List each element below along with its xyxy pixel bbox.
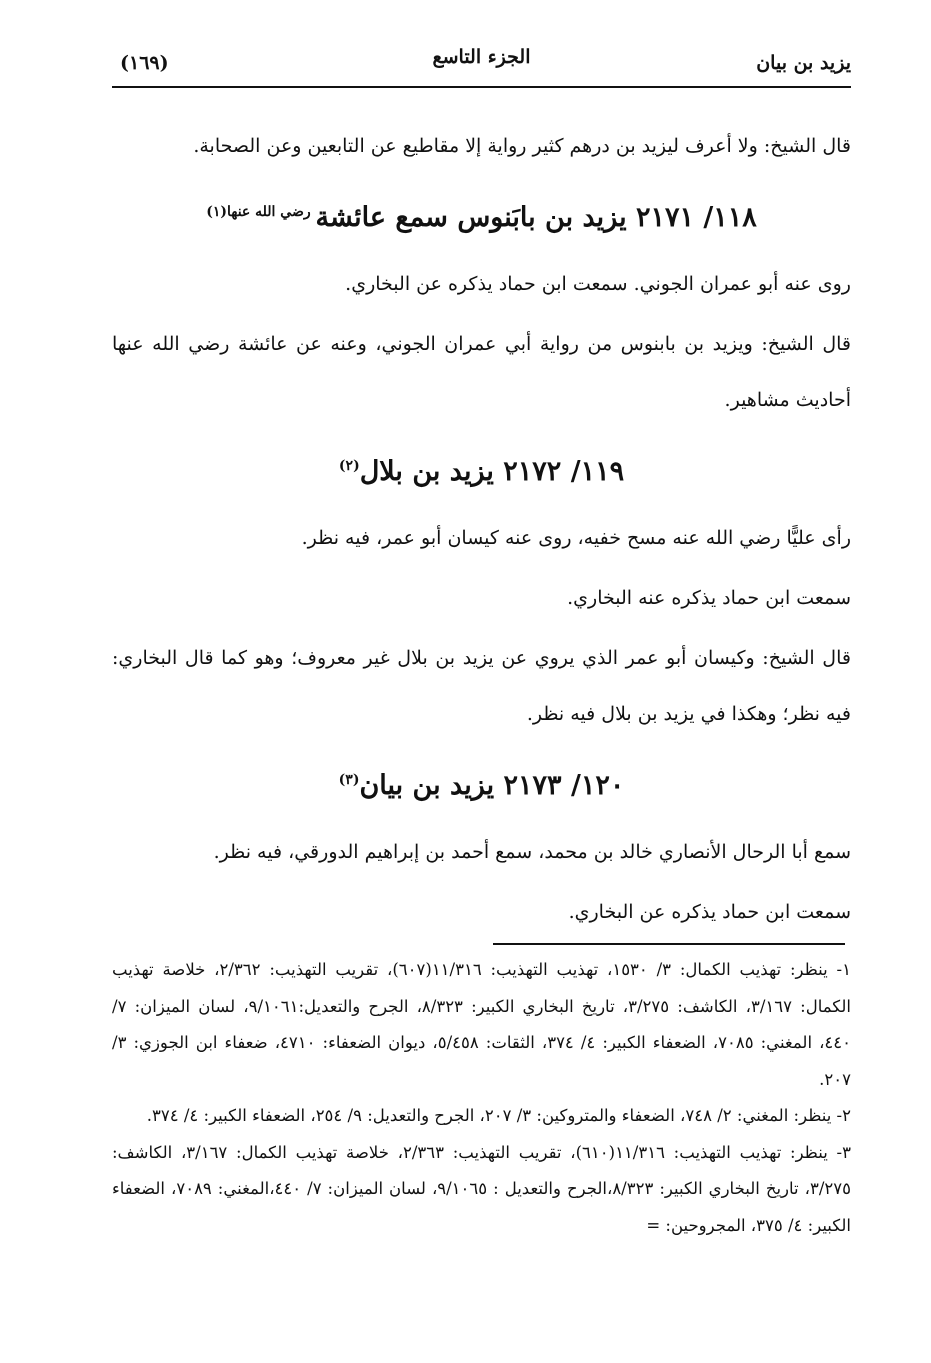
- running-header: [112, 40, 851, 88]
- body-paragraph: سمعت ابن حماد يذكره عنه البخاري.: [567, 587, 851, 609]
- entry-heading: [112, 752, 851, 814]
- footnotes: [112, 952, 851, 1244]
- footnote-number: ٢-: [836, 1106, 851, 1125]
- body-paragraph: رأى عليًّا رضي الله عنه مسح خفيه، روى عنه كيسان أبو عمر، فيه نظر.: [301, 527, 851, 549]
- entry-heading-text: ١٢٠/ ٢١٧٣ يزيد بن بيان: [359, 770, 625, 801]
- footnote-marker: (١): [206, 204, 227, 220]
- entry-heading: [112, 184, 851, 246]
- footnote-text: ينظر: تهذيب الكمال: ٣/ ١٥٣٠، تهذيب التهذيب: ١١/٣١٦(٦٠٧)، تقريب التهذيب: ٢/٣٦٢، خلاصة تهذيب الكمال: ٣/١٦٧، الكاشف: ٣/٢٧٥، تاريخ البخاري الكبير: ٨/٣٢٣، الجرح والتعديل:٩/١٠٦١، لسان الميزان: ٧/ ٤٤٠، المغني: ٧٠٨٥، الضعفاء الكبير: ٤/ ٣٧٤، الثقات: ٥/٤٥٨، ديوان الضعفاء: ٤٧١٠، ضعفاء ابن الجوزي: ٣/ ٢٠٧.: [112, 960, 851, 1089]
- body-paragraph: سمع أبا الرحال الأنصاري خالد بن محمد، سمع أحمد بن إبراهيم الدورقي، فيه نظر.: [213, 841, 851, 863]
- footnote: [112, 1135, 851, 1245]
- footnote-divider: [493, 943, 845, 945]
- footnote-number: ١-: [836, 960, 851, 979]
- honorific: رضي الله عنها: [226, 204, 316, 220]
- header-entry-title: يزيد بن بيان: [756, 52, 851, 74]
- footnote: [112, 952, 851, 1098]
- entry-heading-text: ١١٩/ ٢١٧٢ يزيد بن بلال: [359, 456, 625, 487]
- page-number: (١٦٩): [120, 52, 169, 74]
- footnote-marker: (٢): [338, 458, 360, 474]
- body-paragraph: سمعت ابن حماد يذكره عن البخاري.: [568, 901, 851, 923]
- footnote-number: ٣-: [836, 1142, 851, 1162]
- main-text: [112, 118, 851, 940]
- body-paragraph: قال الشيخ: ويزيد بن بابنوس من رواية أبي عمران الجوني، وعنه عن عائشة رضي الله عنها أحاديث مشاهير.: [112, 333, 851, 411]
- entry-heading: [112, 438, 851, 500]
- body-paragraph: قال الشيخ: وكيسان أبو عمر الذي يروي عن يزيد بن بلال غير معروف؛ وهو كما قال البخاري: فيه نظر؛ وهكذا في يزيد بن بلال فيه نظر.: [112, 647, 851, 725]
- body-paragraph: روى عنه أبو عمران الجوني. سمعت ابن حماد يذكره عن البخاري.: [345, 273, 851, 295]
- header-volume: الجزء التاسع: [432, 46, 531, 68]
- footnote-text: ينظر: المغني: ٢/ ٧٤٨، الضعفاء والمتروكين: ٣/ ٢٠٧، الجرح والتعديل: ٩/ ٢٥٤، الضعفاء الكبير: ٤/ ٣٧٤.: [146, 1106, 837, 1125]
- body-paragraph: قال الشيخ: ولا أعرف ليزيد بن درهم كثير رواية إلا مقاطيع عن التابعين وعن الصحابة.: [193, 135, 851, 157]
- footnote-text: ينظر: تهذيب التهذيب: ١١/٣١٦(٦١٠)، تقريب التهذيب: ٢/٣٦٣، خلاصة تهذيب الكمال: ٣/١٦٧، الكاشف: ٣/٢٧٥، تاريخ البخاري الكبير: ٨/٣٢٣،الجرح والتعديل : ٩/١٠٦٥، لسان الميزان: ٧/ ٤٤٠،المغني: ٧٠٨٩، الضعفاء الكبير: ٤/ ٣٧٥، المجروحين: =: [112, 1142, 851, 1235]
- footnote: [112, 1098, 851, 1135]
- footnote-marker: (٣): [338, 772, 360, 788]
- entry-heading-text: ١١٨/ ٢١٧١ يزيد بن بابَنوس سمع عائشة: [315, 202, 757, 233]
